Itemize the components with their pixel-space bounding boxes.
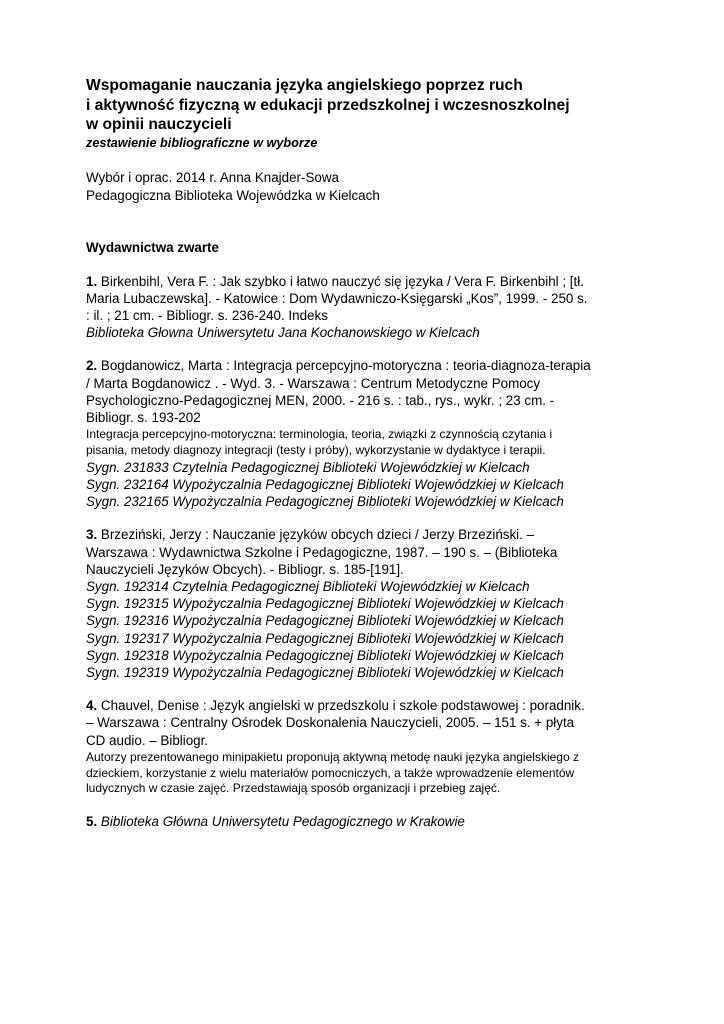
- bibliography-entry: [86, 357, 646, 510]
- entry-text-line: [86, 526, 646, 543]
- entry-text: Brzeziński, Jerzy : Nauczanie języków obcych dzieci / Jerzy Brzeziński. –: [100, 527, 535, 543]
- bibliography-entry: [86, 697, 646, 797]
- entry-number: 3.: [86, 527, 98, 543]
- annotation-line: Autorzy prezentowanego minipakietu proponują aktywną metodę nauki języka angielskiego z: [86, 749, 579, 764]
- annotation-line: ludycznych w czasie zajęć. Przedstawiają sposób organizacji i przebieg zajęć.: [86, 781, 501, 796]
- document-page: [86, 76, 646, 830]
- title-line: w opinii nauczycieli: [86, 116, 232, 133]
- annotation-line: Integracja percepcyjno-motoryczna: terminologia, teoria, związki z czynnością czytania i: [86, 427, 553, 442]
- compiler-info: [86, 169, 646, 206]
- entry-text-line: [86, 307, 646, 324]
- annotation-line: dzieckiem, korzystanie z wielu materiałów pomocniczych, a także wprowadzenie elementów: [86, 765, 575, 780]
- entry-location: Biblioteka Głowna Uniwersytetu Jana Kochanowskiego w Kielcach: [86, 325, 480, 341]
- entry-text: CD audio. – Bibliogr.: [86, 732, 209, 748]
- entry-text: Bogdanowicz, Marta : Integracja percepcyjno-motoryczna : teoria-diagnoza-terapia: [100, 358, 591, 374]
- entry-number: 2.: [86, 358, 98, 374]
- entry-text-line: [86, 409, 646, 426]
- entry-text-line: [86, 392, 646, 409]
- trailing-entry: [86, 813, 646, 830]
- bibliography-entry: [86, 273, 646, 342]
- document-subtitle: zestawienie bibliograficzne w wyborze: [86, 135, 318, 150]
- entry-text-line: [86, 697, 646, 714]
- entry-location: Sygn. 192314 Czytelnia Pedagogicznej Biblioteki Wojewódzkiej w Kielcach: [86, 578, 530, 594]
- entry-text: : il. ; 21 cm. - Bibliogr. s. 236-240. Indeks: [86, 307, 328, 323]
- entry-text: Bibliogr. s. 193-202: [86, 409, 201, 425]
- entry-text: / Marta Bogdanowicz . - Wyd. 3. - Warszawa : Centrum Metodyczne Pomocy: [86, 375, 541, 391]
- bibliography-list: [86, 273, 646, 798]
- entry-text-line: [86, 357, 646, 374]
- entry-location: Sygn. 192315 Wypożyczalnia Pedagogicznej Biblioteki Wojewódzkiej w Kielcach: [86, 596, 564, 612]
- bibliography-entry: [86, 526, 646, 681]
- entry-location: Sygn. 231833 Czytelnia Pedagogicznej Biblioteki Wojewódzkiej w Kielcach: [86, 459, 530, 475]
- title-line: Wspomaganie nauczania języka angielskiego poprzez ruch: [86, 77, 523, 94]
- entry-location: Biblioteka Główna Uniwersytetu Pedagogicznego w Krakowie: [100, 814, 465, 830]
- entry-number: 5.: [86, 814, 98, 830]
- compiled-by: Wybór i oprac. 2014 r. Anna Knajder-Sowa: [86, 169, 339, 185]
- entry-text-line: [86, 561, 646, 578]
- document-title: [86, 76, 646, 135]
- entry-location: Sygn. 192317 Wypożyczalnia Pedagogicznej Biblioteki Wojewódzkiej w Kielcach: [86, 630, 564, 646]
- entry-annotation: [86, 750, 646, 797]
- entry-location: Sygn. 232164 Wypożyczalnia Pedagogicznej Biblioteki Wojewódzkiej w Kielcach: [86, 476, 564, 492]
- entry-number: 4.: [86, 698, 98, 714]
- entry-text-line: [86, 273, 646, 290]
- entry-text: – Warszawa : Centralny Ośrodek Doskonalenia Nauczycieli, 2005. – 151 s. + płyta: [86, 715, 575, 731]
- entry-text: Nauczycieli Języków Obcych). - Bibliogr. s. 185-[191].: [86, 561, 404, 577]
- entry-text: Maria Lubaczewska]. - Katowice : Dom Wydawniczo-Księgarski „Kos”, 1999. - 250 s.: [86, 290, 588, 306]
- entry-text-line: [86, 544, 646, 561]
- entry-text-line: [86, 375, 646, 392]
- entry-text-line: [86, 732, 646, 749]
- entry-location: Sygn. 192319 Wypożyczalnia Pedagogicznej Biblioteki Wojewódzkiej w Kielcach: [86, 664, 564, 680]
- entry-location: Sygn. 232165 Wypożyczalnia Pedagogicznej Biblioteki Wojewódzkiej w Kielcach: [86, 494, 564, 510]
- entry-text: Chauvel, Denise : Język angielski w przedszkolu i szkole podstawowej : poradnik.: [100, 698, 585, 714]
- entry-number: 1.: [86, 273, 98, 289]
- section-title: Wydawnictwa zwarte: [86, 239, 219, 255]
- entry-text: Warszawa : Wydawnictwa Szkolne i Pedagogiczne, 1987. – 190 s. – (Biblioteka: [86, 544, 558, 560]
- entry-text: Birkenbihl, Vera F. : Jak szybko i łatwo nauczyć się języka / Vera F. Birkenbihl ; [tł.: [100, 273, 584, 289]
- entry-text-line: [86, 290, 646, 307]
- entry-text: Psychologiczno-Pedagogicznej MEN, 2000. - 216 s. : tab., rys., wykr. ; 23 cm. -: [86, 392, 555, 408]
- annotation-line: pisania, metody diagnozy integracji (testy i próby), wykorzystanie w dydaktyce i terapii.: [86, 442, 546, 457]
- entry-annotation: [86, 427, 646, 459]
- entry-location: Sygn. 192316 Wypożyczalnia Pedagogicznej Biblioteki Wojewódzkiej w Kielcach: [86, 613, 564, 629]
- entry-location: Sygn. 192318 Wypożyczalnia Pedagogicznej Biblioteki Wojewódzkiej w Kielcach: [86, 647, 564, 663]
- library-name: Pedagogiczna Biblioteka Wojewódzka w Kielcach: [86, 188, 380, 203]
- entry-text-line: [86, 714, 646, 731]
- title-line: i aktywność fizyczną w edukacji przedszkolnej i wczesnoszkolnej: [86, 96, 570, 114]
